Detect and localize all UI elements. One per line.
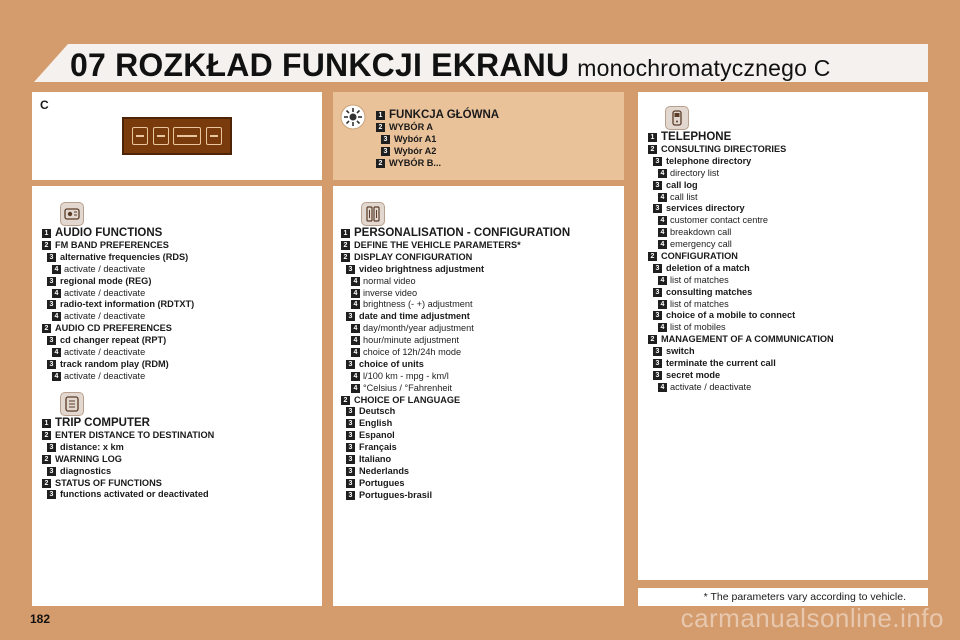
menu-entry-level-1 — [42, 417, 214, 430]
level-3-badge-icon: 3 — [346, 419, 355, 428]
menu-entry-text: Nederlands — [359, 465, 410, 476]
menu-entry-level-3 — [341, 311, 570, 323]
level-4-badge-icon: 4 — [658, 228, 667, 237]
menu-entry-level-3 — [341, 490, 570, 502]
menu-entry-level-3 — [42, 335, 194, 347]
level-3-badge-icon: 3 — [346, 443, 355, 452]
menu-entry-level-3 — [648, 370, 834, 382]
menu-entry-text: list of mobiles — [670, 322, 726, 333]
menu-entry-level-2 — [341, 395, 570, 407]
footnote: * The parameters vary according to vehicle. — [638, 588, 928, 606]
level-3-badge-icon: 3 — [346, 431, 355, 440]
menu-entry-text: Wybór A2 — [394, 145, 437, 156]
level-4-badge-icon: 4 — [52, 312, 61, 321]
telephone-list — [648, 131, 834, 394]
menu-entry-text: Portugues — [359, 477, 405, 488]
level-4-badge-icon: 4 — [351, 384, 360, 393]
level-3-badge-icon: 3 — [346, 360, 355, 369]
menu-entry-level-3 — [341, 478, 570, 490]
menu-entry-text: customer contact centre — [670, 215, 769, 226]
level-4-badge-icon: 4 — [658, 300, 667, 309]
level-3-badge-icon: 3 — [47, 490, 56, 499]
menu-entry-level-4 — [648, 239, 834, 251]
menu-entry-text: services directory — [666, 203, 745, 214]
menu-entry-level-4 — [648, 192, 834, 204]
menu-entry-level-4 — [42, 264, 194, 276]
display-segment-icon — [132, 127, 148, 145]
level-2-badge-icon: 2 — [341, 253, 350, 262]
menu-entry-text: hour/minute adjustment — [363, 335, 460, 346]
menu-entry-text: FM BAND PREFERENCES — [55, 240, 169, 250]
level-2-badge-icon: 2 — [341, 241, 350, 250]
menu-entry-text: alternative frequencies (RDS) — [60, 251, 189, 262]
menu-entry-text: CONSULTING DIRECTORIES — [661, 144, 787, 154]
page-subtitle: monochromatycznego C — [577, 55, 831, 81]
menu-entry-level-3 — [42, 299, 194, 311]
settings-icon — [361, 202, 385, 226]
menu-entry-text: functions activated or deactivated — [60, 489, 209, 500]
watermark: carmanualsonline.info — [680, 603, 944, 633]
level-3-badge-icon: 3 — [346, 455, 355, 464]
level-3-badge-icon: 3 — [653, 181, 662, 190]
menu-entry-text: Italiano — [359, 454, 392, 465]
menu-entry-text: choice of units — [359, 358, 424, 369]
trip-computer-list — [42, 417, 214, 501]
menu-entry-text: distance: x km — [60, 441, 124, 452]
menu-entry-text: ENTER DISTANCE TO DESTINATION — [55, 430, 215, 440]
menu-entry-level-2 — [648, 334, 834, 346]
menu-entry-level-2 — [42, 454, 214, 466]
menu-entry-text: AUDIO CD PREFERENCES — [55, 323, 172, 334]
level-4-badge-icon: 4 — [351, 348, 360, 357]
level-4-badge-icon: 4 — [658, 193, 667, 202]
menu-entry-level-3 — [376, 146, 499, 158]
menu-entry-text: telephone directory — [666, 155, 752, 166]
menu-entry-level-4 — [341, 276, 570, 288]
menu-entry-text: choice of a mobile to connect — [666, 310, 796, 321]
menu-entry-text: PERSONALISATION - CONFIGURATION — [354, 227, 571, 239]
level-4-badge-icon: 4 — [658, 216, 667, 225]
trip-computer-icon — [60, 392, 84, 416]
menu-entry-level-2 — [42, 323, 194, 335]
menu-entry-level-3 — [42, 466, 214, 478]
menu-entry-text: regional mode (REG) — [60, 275, 152, 286]
level-3-badge-icon: 3 — [346, 479, 355, 488]
menu-entry-level-4 — [42, 371, 194, 383]
level-2-badge-icon: 2 — [648, 145, 657, 154]
menu-entry-level-3 — [648, 358, 834, 370]
display-segment-icon — [173, 127, 201, 145]
menu-entry-level-2 — [42, 478, 214, 490]
level-3-badge-icon: 3 — [346, 491, 355, 500]
menu-entry-text: CHOICE OF LANGUAGE — [354, 394, 461, 405]
menu-entry-text: English — [359, 418, 393, 429]
level-2-badge-icon: 2 — [42, 431, 51, 440]
menu-entry-text: terminate the current call — [666, 358, 776, 369]
level-4-badge-icon: 4 — [658, 276, 667, 285]
menu-entry-level-3 — [341, 406, 570, 418]
menu-entry-level-3 — [648, 263, 834, 275]
menu-entry-text: normal video — [363, 275, 416, 286]
menu-entry-text: list of matches — [670, 298, 729, 309]
menu-entry-level-3 — [648, 203, 834, 215]
main-function-list — [376, 109, 499, 170]
level-4-badge-icon: 4 — [351, 277, 360, 286]
menu-entry-level-3 — [376, 134, 499, 146]
level-3-badge-icon: 3 — [47, 443, 56, 452]
menu-entry-text: Français — [359, 442, 397, 453]
menu-entry-level-2 — [376, 158, 499, 170]
level-4-badge-icon: 4 — [351, 300, 360, 309]
menu-entry-text: date and time adjustment — [359, 311, 470, 322]
level-2-badge-icon: 2 — [341, 396, 350, 405]
menu-entry-text: DEFINE THE VEHICLE PARAMETERS* — [354, 240, 521, 250]
level-3-badge-icon: 3 — [47, 336, 56, 345]
menu-entry-text: STATUS OF FUNCTIONS — [55, 477, 162, 488]
menu-entry-level-4 — [648, 382, 834, 394]
level-4-badge-icon: 4 — [658, 169, 667, 178]
menu-entry-level-3 — [341, 430, 570, 442]
menu-entry-text: AUDIO FUNCTIONS — [55, 227, 163, 239]
level-3-badge-icon: 3 — [47, 277, 56, 286]
menu-entry-level-4 — [42, 347, 194, 359]
menu-entry-text: WYBÓR B... — [389, 157, 442, 168]
menu-entry-text: FUNKCJA GŁÓWNA — [389, 109, 500, 121]
menu-entry-level-4 — [648, 227, 834, 239]
level-3-badge-icon: 3 — [346, 265, 355, 274]
menu-entry-level-1 — [376, 109, 499, 122]
level-3-badge-icon: 3 — [381, 135, 390, 144]
menu-entry-text: secret mode — [666, 369, 721, 380]
menu-entry-level-2 — [42, 430, 214, 442]
menu-entry-text: Deutsch — [359, 406, 396, 417]
level-3-badge-icon: 3 — [346, 467, 355, 476]
menu-entry-level-4 — [648, 299, 834, 311]
level-2-badge-icon: 2 — [42, 324, 51, 333]
menu-entry-text: directory list — [670, 167, 720, 178]
menu-entry-text: Portugues-brasil — [359, 489, 433, 500]
menu-entry-text: emergency call — [670, 239, 732, 250]
page-number: 182 — [30, 612, 51, 626]
menu-entry-text: activate / deactivate — [64, 311, 146, 322]
level-2-badge-icon: 2 — [648, 252, 657, 261]
menu-entry-level-3 — [42, 489, 214, 501]
phone-icon — [665, 106, 689, 130]
audio-icon — [60, 202, 84, 226]
menu-entry-level-3 — [648, 287, 834, 299]
menu-entry-level-4 — [341, 288, 570, 300]
menu-entry-level-3 — [648, 310, 834, 322]
menu-entry-text: Wybór A1 — [394, 133, 437, 144]
level-3-badge-icon: 3 — [47, 467, 56, 476]
menu-entry-level-2 — [376, 122, 499, 134]
menu-entry-level-4 — [648, 322, 834, 334]
menu-entry-text: °Celsius / °Fahrenheit — [363, 382, 453, 393]
menu-entry-text: TRIP COMPUTER — [55, 417, 150, 429]
page-title — [70, 44, 831, 82]
level-4-badge-icon: 4 — [351, 336, 360, 345]
menu-entry-text: radio-text information (RDTXT) — [60, 299, 195, 310]
level-3-badge-icon: 3 — [653, 359, 662, 368]
level-4-badge-icon: 4 — [52, 265, 61, 274]
display-segment-icon — [206, 127, 222, 145]
level-4-badge-icon: 4 — [351, 289, 360, 298]
personalisation-list — [341, 227, 570, 502]
menu-entry-level-1 — [648, 131, 834, 144]
menu-entry-text: list of matches — [670, 274, 729, 285]
level-1-badge-icon: 1 — [648, 133, 657, 142]
level-3-badge-icon: 3 — [653, 264, 662, 273]
menu-entry-level-4 — [648, 275, 834, 287]
level-4-badge-icon: 4 — [658, 323, 667, 332]
menu-entry-level-2 — [648, 251, 834, 263]
level-4-badge-icon: 4 — [52, 289, 61, 298]
menu-entry-text: day/month/year adjustment — [363, 323, 474, 334]
menu-entry-level-2 — [648, 144, 834, 156]
menu-entry-text: choice of 12h/24h mode — [363, 347, 462, 358]
menu-entry-level-4 — [341, 299, 570, 311]
menu-entry-level-3 — [341, 442, 570, 454]
audio-functions-list — [42, 227, 194, 383]
level-3-badge-icon: 3 — [653, 157, 662, 166]
level-1-badge-icon: 1 — [42, 229, 51, 238]
menu-entry-level-3 — [648, 156, 834, 168]
menu-entry-level-4 — [341, 347, 570, 359]
menu-entry-level-2 — [42, 240, 194, 252]
level-3-badge-icon: 3 — [47, 253, 56, 262]
level-3-badge-icon: 3 — [653, 371, 662, 380]
menu-entry-text: MANAGEMENT OF A COMMUNICATION — [661, 334, 834, 345]
level-2-badge-icon: 2 — [42, 241, 51, 250]
menu-entry-text: call list — [670, 191, 698, 202]
level-1-badge-icon: 1 — [341, 229, 350, 238]
menu-entry-level-3 — [648, 346, 834, 358]
monochrome-display-illustration — [122, 117, 232, 155]
level-3-badge-icon: 3 — [47, 360, 56, 369]
menu-entry-level-4 — [648, 168, 834, 180]
menu-entry-text: activate / deactivate — [64, 263, 146, 274]
menu-entry-text: TELEPHONE — [661, 131, 732, 143]
menu-entry-text: track random play (RDM) — [60, 358, 169, 369]
menu-entry-level-3 — [42, 276, 194, 288]
level-3-badge-icon: 3 — [346, 312, 355, 321]
display-type-label: C — [40, 98, 49, 112]
level-3-badge-icon: 3 — [653, 347, 662, 356]
level-3-badge-icon: 3 — [47, 300, 56, 309]
menu-entry-level-3 — [341, 418, 570, 430]
level-3-badge-icon: 3 — [346, 407, 355, 416]
menu-entry-text: WYBÓR A — [389, 122, 434, 132]
level-1-badge-icon: 1 — [376, 111, 385, 120]
menu-entry-level-4 — [648, 215, 834, 227]
menu-entry-level-3 — [341, 454, 570, 466]
menu-entry-text: cd changer repeat (RPT) — [60, 335, 167, 346]
menu-entry-text: call log — [666, 179, 698, 190]
level-2-badge-icon: 2 — [42, 479, 51, 488]
menu-entry-level-3 — [42, 442, 214, 454]
level-2-badge-icon: 2 — [42, 455, 51, 464]
level-2-badge-icon: 2 — [376, 159, 385, 168]
menu-entry-level-4 — [341, 371, 570, 383]
level-3-badge-icon: 3 — [653, 288, 662, 297]
menu-entry-text: breakdown call — [670, 227, 732, 238]
menu-entry-text: activate / deactivate — [64, 347, 146, 358]
level-3-badge-icon: 3 — [653, 311, 662, 320]
menu-entry-text: l/100 km - mpg - km/l — [363, 370, 449, 381]
level-4-badge-icon: 4 — [658, 240, 667, 249]
menu-entry-text: CONFIGURATION — [661, 251, 738, 262]
menu-entry-level-1 — [341, 227, 570, 240]
level-2-badge-icon: 2 — [648, 335, 657, 344]
menu-entry-text: video brightness adjustment — [359, 263, 485, 274]
level-1-badge-icon: 1 — [42, 419, 51, 428]
main-function-star-icon — [340, 104, 366, 130]
menu-entry-level-1 — [42, 227, 194, 240]
menu-entry-level-2 — [341, 240, 570, 252]
menu-entry-level-4 — [341, 323, 570, 335]
menu-entry-text: Espanol — [359, 430, 395, 441]
menu-entry-level-2 — [341, 252, 570, 264]
menu-entry-level-4 — [42, 288, 194, 300]
menu-entry-level-3 — [341, 466, 570, 478]
menu-entry-level-3 — [341, 359, 570, 371]
menu-entry-text: inverse video — [363, 287, 418, 298]
page-title-main: 07 ROZKŁAD FUNKCJI EKRANU — [70, 47, 570, 83]
menu-entry-text: activate / deactivate — [670, 381, 752, 392]
level-4-badge-icon: 4 — [52, 348, 61, 357]
level-4-badge-icon: 4 — [351, 324, 360, 333]
menu-entry-text: activate / deactivate — [64, 370, 146, 381]
menu-entry-text: WARNING LOG — [55, 453, 122, 464]
menu-entry-text: consulting matches — [666, 286, 753, 297]
menu-entry-text: brightness (- +) adjustment — [363, 299, 473, 310]
level-4-badge-icon: 4 — [658, 383, 667, 392]
level-2-badge-icon: 2 — [376, 123, 385, 132]
display-segment-icon — [153, 127, 169, 145]
level-4-badge-icon: 4 — [351, 372, 360, 381]
level-4-badge-icon: 4 — [52, 372, 61, 381]
menu-entry-level-4 — [42, 311, 194, 323]
menu-entry-level-3 — [341, 264, 570, 276]
menu-entry-level-4 — [341, 335, 570, 347]
menu-entry-text: DISPLAY CONFIGURATION — [354, 251, 473, 262]
menu-entry-level-3 — [42, 359, 194, 371]
menu-entry-level-4 — [341, 383, 570, 395]
level-3-badge-icon: 3 — [653, 204, 662, 213]
menu-entry-level-3 — [648, 180, 834, 192]
menu-entry-level-3 — [42, 252, 194, 264]
menu-entry-text: switch — [666, 346, 695, 357]
menu-entry-text: activate / deactivate — [64, 287, 146, 298]
menu-entry-text: deletion of a match — [666, 262, 750, 273]
menu-entry-text: diagnostics — [60, 465, 112, 476]
level-3-badge-icon: 3 — [381, 147, 390, 156]
